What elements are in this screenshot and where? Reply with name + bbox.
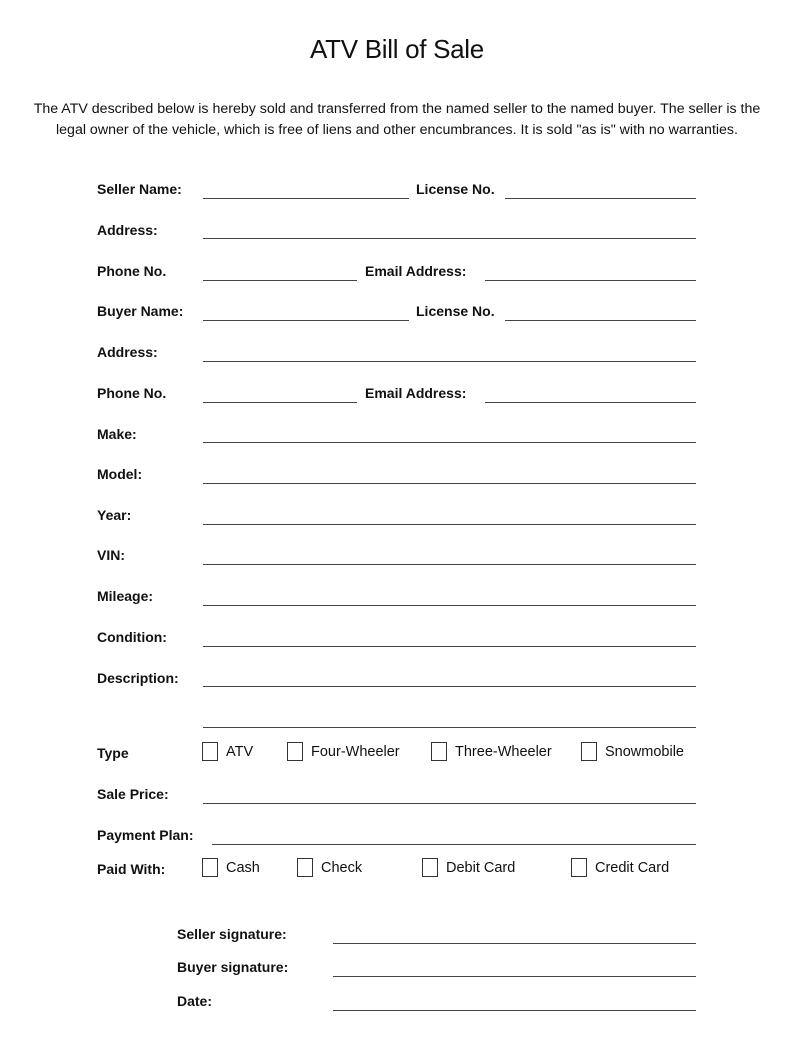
date-label: Date: [177, 993, 213, 1009]
option-label: Debit Card [446, 859, 516, 876]
option-label: Credit Card [595, 859, 670, 876]
buyer-phone-field[interactable] [203, 402, 357, 403]
seller-signature-label: Seller signature: [177, 926, 287, 942]
condition-label: Condition: [97, 629, 167, 645]
page-title: ATV Bill of Sale [310, 34, 484, 64]
paid-with-option-check[interactable] [297, 858, 362, 877]
checkbox[interactable] [297, 858, 313, 877]
type-option-atv[interactable] [202, 742, 253, 761]
type-option-three-wheeler[interactable] [431, 742, 552, 761]
buyer-license-field[interactable] [505, 320, 696, 321]
description-label: Description: [97, 670, 179, 686]
paid-with-option-debit-card[interactable] [422, 858, 515, 877]
sale-price-field[interactable] [203, 803, 696, 804]
mileage-field[interactable] [203, 605, 696, 606]
seller-email-field[interactable] [485, 280, 696, 281]
checkbox[interactable] [202, 742, 218, 761]
checkbox[interactable] [581, 742, 597, 761]
seller-license-field[interactable] [505, 198, 696, 199]
date-field[interactable] [333, 1010, 696, 1011]
seller-email-label: Email Address: [365, 263, 467, 279]
make-label: Make: [97, 426, 137, 442]
buyer-address-label: Address: [97, 344, 158, 360]
condition-field[interactable] [203, 646, 696, 647]
model-field[interactable] [203, 483, 696, 484]
option-label: Snowmobile [605, 743, 684, 760]
intro-paragraph: The ATV described below is hereby sold and transferred from the named seller to the named buyer. The seller is the legal owner of the vehicle, which is free of liens and other encumbrances. It is sold "as is" with no warranties. [33, 101, 761, 138]
checkbox[interactable] [202, 858, 218, 877]
seller-license-label: License No. [416, 181, 495, 197]
buyer-email-field[interactable] [485, 402, 696, 403]
paid-with-label: Paid With: [97, 861, 166, 877]
buyer-address-field[interactable] [203, 361, 696, 362]
payment-plan-label: Payment Plan: [97, 827, 194, 843]
checkbox[interactable] [287, 742, 303, 761]
buyer-phone-label: Phone No. [97, 385, 167, 401]
checkbox[interactable] [571, 858, 587, 877]
mileage-label: Mileage: [97, 588, 154, 604]
vin-field[interactable] [203, 564, 696, 565]
checkbox[interactable] [431, 742, 447, 761]
checkbox[interactable] [422, 858, 438, 877]
payment-plan-field[interactable] [212, 844, 696, 845]
paid-with-option-credit-card[interactable] [571, 858, 669, 877]
year-label: Year: [97, 507, 132, 523]
year-field[interactable] [203, 524, 696, 525]
seller-name-label: Seller Name: [97, 181, 182, 197]
seller-name-field[interactable] [203, 198, 409, 199]
buyer-signature-label: Buyer signature: [177, 959, 289, 975]
vin-label: VIN: [97, 547, 125, 563]
seller-address-field[interactable] [203, 238, 696, 239]
sale-price-label: Sale Price: [97, 786, 169, 802]
description-field-line-1[interactable] [203, 686, 696, 687]
paid-with-option-cash[interactable] [202, 858, 260, 877]
make-field[interactable] [203, 442, 696, 443]
buyer-license-label: License No. [416, 303, 495, 319]
buyer-email-label: Email Address: [365, 385, 467, 401]
buyer-signature-field[interactable] [333, 976, 696, 977]
description-field-line-2[interactable] [203, 727, 696, 728]
seller-signature-field[interactable] [333, 943, 696, 944]
option-label: Three-Wheeler [455, 743, 552, 760]
option-label: Check [321, 859, 363, 876]
option-label: ATV [226, 743, 254, 760]
type-option-snowmobile[interactable] [581, 742, 684, 761]
buyer-name-field[interactable] [203, 320, 409, 321]
seller-phone-field[interactable] [203, 280, 357, 281]
type-option-four-wheeler[interactable] [287, 742, 400, 761]
seller-address-label: Address: [97, 222, 158, 238]
seller-phone-label: Phone No. [97, 263, 167, 279]
type-label: Type [97, 745, 129, 761]
model-label: Model: [97, 466, 143, 482]
option-label: Four-Wheeler [311, 743, 400, 760]
option-label: Cash [226, 859, 260, 876]
buyer-name-label: Buyer Name: [97, 303, 184, 319]
